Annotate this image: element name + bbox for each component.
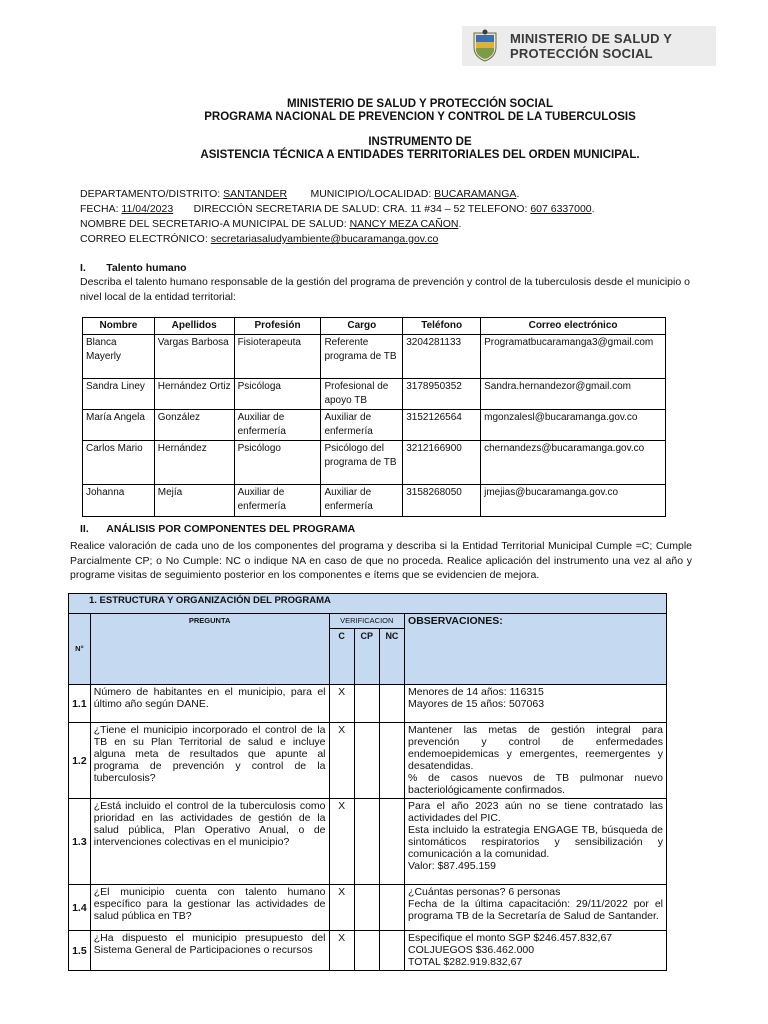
header-nombre: Nombre bbox=[83, 318, 155, 335]
cell-apellidos: González bbox=[154, 410, 234, 441]
section-2-title bbox=[80, 523, 355, 535]
row-cp-mark bbox=[354, 685, 379, 723]
info-secretary-line: NOMBRE DEL SECRETARIO-A MUNICIPAL DE SALUD: NANCY MEZA CAÑON. bbox=[80, 218, 462, 230]
cell-nombre: Blanca Mayerly bbox=[83, 335, 155, 379]
cell-telefono: 3152126564 bbox=[403, 410, 481, 441]
cell-cargo: Auxiliar de enfermería bbox=[321, 410, 403, 441]
row-number: 1.3 bbox=[69, 799, 91, 885]
section-structure-title: 1. ESTRUCTURA Y ORGANIZACIÓN DEL PROGRAMA bbox=[69, 594, 667, 614]
phone-value: 607 6337000 bbox=[530, 203, 592, 215]
coat-of-arms-icon bbox=[470, 29, 500, 63]
evaluation-section-header bbox=[69, 594, 667, 614]
observation-line: Valor: $87.495.159 bbox=[408, 860, 496, 872]
cell-profesion: Fisioterapeuta bbox=[234, 335, 321, 379]
col-nc-header: NC bbox=[379, 629, 404, 685]
cell-cargo: Psicólogo del programa de TB bbox=[321, 441, 403, 485]
observation-line: Para el año 2023 aún no se tiene contratado las actividades del PIC. bbox=[408, 800, 663, 824]
cell-telefono: 3204281133 bbox=[403, 335, 481, 379]
table-row bbox=[83, 410, 666, 441]
heading-instrument: INSTRUMENTO DE bbox=[368, 136, 472, 148]
address-label: DIRECCIÓN SECRETARIA DE SALUD: CRA. 11 #34 – 52 TELEFONO: bbox=[193, 203, 531, 215]
table-row bbox=[69, 885, 667, 931]
observation-line: Mantener las metas de gestión integral para prevención y control de enfermedades endemoepidemicas y emergentes, reemergentes y desatendidas. bbox=[408, 724, 663, 772]
evaluation-column-header bbox=[69, 614, 667, 629]
staff-table bbox=[82, 317, 666, 517]
date-label: FECHA: bbox=[80, 203, 122, 215]
row-observations bbox=[405, 885, 667, 931]
row-cp-mark bbox=[354, 799, 379, 885]
logo-line-2: PROTECCIÓN SOCIAL bbox=[510, 46, 653, 61]
row-observations bbox=[405, 723, 667, 799]
cell-apellidos: Vargas Barbosa bbox=[154, 335, 234, 379]
row-nc-mark bbox=[379, 931, 404, 971]
evaluation-table bbox=[68, 593, 667, 971]
observation-line: Mayores de 15 años: 507063 bbox=[408, 698, 545, 710]
observation-line: Menores de 14 años: 116315 bbox=[408, 686, 544, 698]
email-label: CORREO ELECTRÓNICO: bbox=[80, 233, 211, 245]
col-verificacion-header: VERIFICACION bbox=[329, 614, 405, 629]
col-no-header: N° bbox=[69, 614, 91, 685]
row-c-mark: X bbox=[329, 885, 354, 931]
cell-correo: jmejias@bucaramanga.gov.co bbox=[481, 485, 666, 517]
col-c-header: C bbox=[329, 629, 354, 685]
row-cp-mark bbox=[354, 723, 379, 799]
cell-cargo: Profesional de apoyo TB bbox=[321, 379, 403, 410]
logo-line-1: MINISTERIO DE SALUD Y bbox=[510, 31, 673, 46]
row-question: ¿Está incluido el control de la tuberculosis como prioridad en las actividades de gestión de la salud pública, Plan Operativo Anual, o de intervenciones colectivas en el municipio? bbox=[90, 799, 329, 885]
section-2-description: Realice valoración de cada uno de los componentes del programa y describa si la Entidad Territorial Municipal Cumple =C; Cumple Parcialmente CP; o No Cumple: NC o indique NA en caso de que no proceda. Realice aplicación del instrumento una vez al año y programe visitas de seguimiento posterior en los componentes e ítems que se evidencien de mejora. bbox=[70, 540, 692, 581]
row-question: ¿Ha dispuesto el municipio presupuesto del Sistema General de Participaciones o recursos bbox=[90, 931, 329, 971]
secretary-label: NOMBRE DEL SECRETARIO-A MUNICIPAL DE SALUD: bbox=[80, 218, 350, 230]
email-link[interactable]: secretariasaludyambiente@bucaramanga.gov.co bbox=[210, 233, 439, 245]
row-observations bbox=[405, 931, 667, 971]
table-row bbox=[69, 685, 667, 723]
section-1-description: Describa el talento humano responsable de la gestión del programa de prevención y control de la tuberculosis desde el municipio o nivel local de la entidad territorial: bbox=[80, 276, 690, 303]
cell-correo: Sandra.hernandezor@gmail.com bbox=[481, 379, 666, 410]
row-question: ¿Tiene el municipio incorporado el control de la TB en su Plan Territorial de salud e incluye alguna meta de resultados que apunte al programa de prevención y control de la tuberculosis? bbox=[90, 723, 329, 799]
table-row bbox=[83, 379, 666, 410]
cell-telefono: 3178950352 bbox=[403, 379, 481, 410]
info-department-line: DEPARTAMENTO/DISTRITO: SANTANDER MUNICIPIO/LOCALIDAD: BUCARAMANGA. bbox=[80, 188, 520, 200]
section-1-title bbox=[80, 262, 187, 274]
row-cp-mark bbox=[354, 885, 379, 931]
cell-profesion: Psicólogo bbox=[234, 441, 321, 485]
row-observations bbox=[405, 685, 667, 723]
header-correo: Correo electrónico bbox=[481, 318, 666, 335]
observation-line: % de casos nuevos de TB pulmonar nuevo bacteriológicamente confirmados. bbox=[408, 772, 663, 796]
row-number: 1.5 bbox=[69, 931, 91, 971]
section-1-label: Talento humano bbox=[106, 262, 187, 274]
heading-assistance: ASISTENCIA TÉCNICA A ENTIDADES TERRITORIALES DEL ORDEN MUNICIPAL. bbox=[200, 149, 640, 161]
section-1-number: I. bbox=[80, 262, 86, 274]
table-row bbox=[83, 485, 666, 517]
cell-profesion: Auxiliar de enfermería bbox=[234, 410, 321, 441]
cell-correo: chernandezs@bucaramanga.gov.co bbox=[481, 441, 666, 485]
municipality-value: BUCARAMANGA bbox=[434, 188, 517, 200]
cell-telefono: 3158268050 bbox=[403, 485, 481, 517]
row-nc-mark bbox=[379, 723, 404, 799]
cell-profesion: Auxiliar de enfermería bbox=[234, 485, 321, 517]
cell-telefono: 3212166900 bbox=[403, 441, 481, 485]
department-label: DEPARTAMENTO/DISTRITO: bbox=[80, 188, 224, 200]
table-row bbox=[83, 335, 666, 379]
row-number: 1.1 bbox=[69, 685, 91, 723]
observation-line: TOTAL $282.919.832,67 bbox=[408, 956, 523, 968]
cell-nombre: María Angela bbox=[83, 410, 155, 441]
row-nc-mark bbox=[379, 885, 404, 931]
cell-profesion: Psicóloga bbox=[234, 379, 321, 410]
cell-nombre: Sandra Liney bbox=[83, 379, 155, 410]
cell-cargo: Auxiliar de enfermería bbox=[321, 485, 403, 517]
department-value: SANTANDER bbox=[223, 188, 288, 200]
row-question: Número de habitantes en el municipio, para el último año según DANE. bbox=[90, 685, 329, 723]
table-row bbox=[69, 723, 667, 799]
col-pregunta-header: PREGUNTA bbox=[90, 614, 329, 685]
observation-line: Esta incluido la estrategia ENGAGE TB, búsqueda de sintomáticos respiratorios y sensibilización y comunicación a la comunidad. bbox=[408, 824, 663, 860]
cell-nombre: Johanna bbox=[83, 485, 155, 517]
row-c-mark: X bbox=[329, 931, 354, 971]
observation-line: ¿Cuántas personas? 6 personas bbox=[408, 886, 561, 898]
col-observaciones-header: OBSERVACIONES: bbox=[405, 614, 667, 685]
secretary-value: NANCY MEZA CAÑON bbox=[349, 218, 459, 230]
staff-table-header bbox=[83, 318, 666, 335]
section-2-label: ANÁLISIS POR COMPONENTES DEL PROGRAMA bbox=[106, 523, 356, 535]
row-cp-mark bbox=[354, 931, 379, 971]
row-c-mark: X bbox=[329, 799, 354, 885]
row-c-mark: X bbox=[329, 723, 354, 799]
observation-line: Especifique el monto SGP $246.457.832,67 bbox=[408, 932, 613, 944]
row-nc-mark bbox=[379, 799, 404, 885]
row-question: ¿El municipio cuenta con talento humano específico para la gestionar las actividades de salud pública en TB? bbox=[90, 885, 329, 931]
row-number: 1.4 bbox=[69, 885, 91, 931]
table-row bbox=[69, 931, 667, 971]
header-apellidos: Apellidos bbox=[154, 318, 234, 335]
row-c-mark: X bbox=[329, 685, 354, 723]
cell-cargo: Referente programa de TB bbox=[321, 335, 403, 379]
col-cp-header: CP bbox=[354, 629, 379, 685]
info-date-line: FECHA: 11/04/2023 DIRECCIÓN SECRETARIA DE SALUD: CRA. 11 #34 – 52 TELEFONO: 607 6337000. bbox=[80, 203, 595, 215]
cell-apellidos: Hernández Ortiz bbox=[154, 379, 234, 410]
cell-apellidos: Mejía bbox=[154, 485, 234, 517]
date-value: 11/04/2023 bbox=[121, 203, 174, 215]
info-email-line bbox=[80, 232, 438, 247]
ministry-logo bbox=[462, 26, 716, 66]
header-profesion: Profesión bbox=[234, 318, 321, 335]
heading-program: PROGRAMA NACIONAL DE PREVENCION Y CONTROL DE LA TUBERCULOSIS bbox=[204, 111, 636, 123]
row-observations bbox=[405, 799, 667, 885]
section-2-number: II. bbox=[80, 523, 89, 535]
cell-correo: Programatbucaramanga3@gmail.com bbox=[481, 335, 666, 379]
cell-nombre: Carlos Mario bbox=[83, 441, 155, 485]
table-row bbox=[69, 799, 667, 885]
row-nc-mark bbox=[379, 685, 404, 723]
table-row bbox=[83, 441, 666, 485]
row-number: 1.2 bbox=[69, 723, 91, 799]
cell-correo: mgonzalesl@bucaramanga.gov.co bbox=[481, 410, 666, 441]
heading-ministry: MINISTERIO DE SALUD Y PROTECCIÓN SOCIAL bbox=[286, 98, 554, 110]
observation-line: Fecha de la última capacitación: 29/11/2022 por el programa TB de la Secretaría de Salud de Santander. bbox=[408, 898, 663, 922]
municipality-label: MUNICIPIO/LOCALIDAD: bbox=[310, 188, 435, 200]
header-telefono: Teléfono bbox=[403, 318, 481, 335]
observation-line: COLJUEGOS $36.462.000 bbox=[408, 944, 535, 956]
cell-apellidos: Hernández bbox=[154, 441, 234, 485]
header-cargo: Cargo bbox=[321, 318, 403, 335]
